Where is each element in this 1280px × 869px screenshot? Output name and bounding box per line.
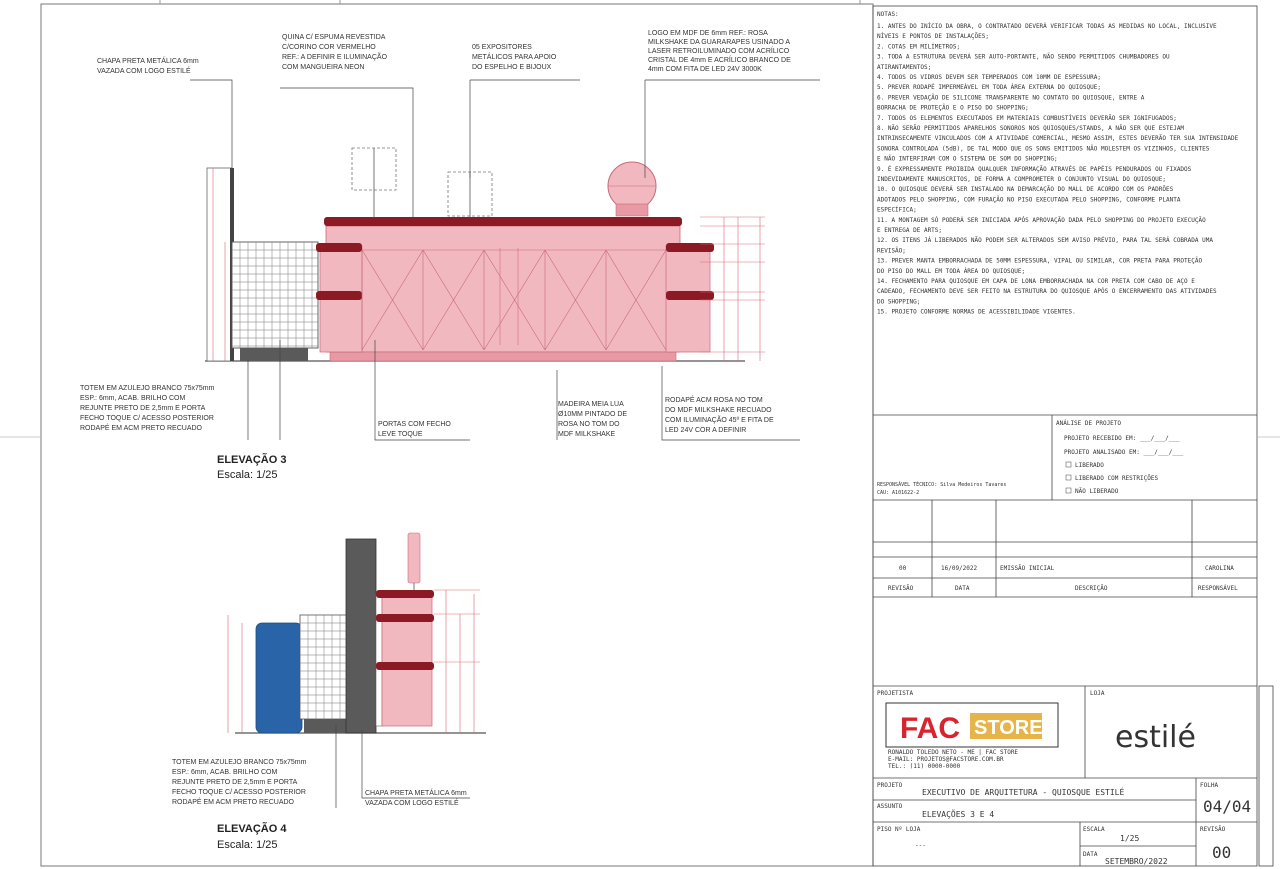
note-line: 5. PREVER RODAPÉ IMPERMEÁVEL EM TODA ÁREA EXTERNA DO QUIOSQUE; xyxy=(877,84,1101,92)
svg-text:TOTEM EM AZULEJO BRANCO 75x75m xyxy=(80,385,215,432)
callout-portas-l2: LEVE TOQUE xyxy=(378,431,423,438)
note-line: 12. OS ITENS JÁ LIBERADOS NÃO PODEM SER ALTERADOS SEM AVISO PRÉVIO, PARA TAL SERÁ COBRADA UMA xyxy=(877,237,1213,245)
callout-totem-4-l4: FECHO TOQUE C/ ACESSO POSTERIOR xyxy=(172,789,306,796)
analysis-opt-3: NÃO LIBERADO xyxy=(1075,488,1119,495)
callout-expositores-l2: METÁLICOS PARA APOIO xyxy=(472,54,557,61)
svg-text:TOTEM EM AZULEJO BRANCO 75x75m xyxy=(172,759,307,806)
svg-text:QUINA C/ ESPUMA REVESTIDAC/COR xyxy=(282,34,388,71)
callout-logo-l1: LOGO EM MDF DE 6mm REF.: ROSA xyxy=(648,30,768,37)
piso-value: --- xyxy=(915,842,926,849)
callout-rodape-l3: COM ILUMINAÇÃO 45º E FITA DE xyxy=(665,417,774,424)
callout-totem-3-l2: ESP.: 6mm, ACAB. BRILHO COM xyxy=(80,395,186,402)
fac-info-1: RONALDO TOLEDO NETO - ME | FAC STORE xyxy=(888,749,1019,756)
projeto-label: PROJETO xyxy=(877,782,903,789)
note-line: DO PISO DO MALL EM TODA ÁREA DO QUIOSQUE; xyxy=(877,267,1026,275)
store-logo-text: STORE xyxy=(974,717,1043,739)
callout-totem-4-l1: TOTEM EM AZULEJO BRANCO 75x75mm xyxy=(172,759,307,766)
callout-totem-3-l3: REJUNTE PRETO DE 2,5mm E PORTA xyxy=(80,405,206,412)
revision-rev: 00 xyxy=(899,565,907,572)
fac-logo-text: FAC xyxy=(900,712,960,745)
svg-text:LOGO EM MDF DE 6mm REF.: ROSAM xyxy=(648,30,791,73)
callout-rodape-l1: RODAPÉ ACM ROSA NO TOM xyxy=(665,397,763,404)
escala-label: ESCALA xyxy=(1083,826,1105,833)
callout-logo-l2: MILKSHAKE DA GUARARAPES USINADO A xyxy=(648,39,790,46)
callout-quina-l4: COM MANGUEIRA NEON xyxy=(282,64,365,71)
callout-totem-4-l5: RODAPÉ EM ACM PRETO RECUADO xyxy=(172,799,295,806)
analysis-analyzed: PROJETO ANALISADO EM: ___/___/___ xyxy=(1064,449,1184,456)
note-line: 7. TODOS OS ELEMENTOS EXECUTADOS EM MATERIAIS COMBUSTÍVEIS DEVERÃO SER IGNIFUGADOS; xyxy=(877,114,1177,122)
note-line: CADEADO, FECHAMENTO DEVE SER FEITO NA ESTRUTURA DO QUIOSQUE APÓS O ENCERRAMENTO DAS ATIVIDADES xyxy=(877,288,1217,296)
fac-info-2: E-MAIL: PROJETOS@FACSTORE.COM.BR xyxy=(888,756,1004,763)
revision-table xyxy=(888,565,1238,592)
revision-header-date: DATA xyxy=(955,585,970,592)
note-line: 10. O QUIOSQUE DEVERÁ SER INSTALADO NA DEMARCAÇÃO DO MALL DE ACORDO COM OS PADRÕES xyxy=(877,186,1174,194)
note-line: ADOTADOS PELO SHOPPING, COM FURAÇÃO NO PISO EXECUTADA PELO SHOPPING, CONFORME PLANTA xyxy=(877,196,1181,204)
callout-rodape-l2: DO MDF MILKSHAKE RECUADO xyxy=(665,407,772,414)
revisao-label: REVISÃO xyxy=(1200,826,1226,833)
revision-header-resp: RESPONSÁVEL xyxy=(1198,585,1238,592)
callout-chapa-4-l1: CHAPA PRETA METÁLICA 6mm xyxy=(365,790,467,797)
loja-label: LOJA xyxy=(1090,690,1105,697)
callout-totem-3-l1: TOTEM EM AZULEJO BRANCO 75x75mm xyxy=(80,385,215,392)
note-line: 14. FECHAMENTO PARA QUIOSQUE EM CAPA DE LONA EMBORRACHADA NA COR PRETA COM CABO DE AÇO E xyxy=(877,278,1195,285)
callout-logo-l4: CRISTAL DE 4mm E ACRÍLICO BRANCO DE xyxy=(648,57,791,64)
escala-value: 1/25 xyxy=(1120,834,1140,843)
callout-expositores-l3: DO ESPELHO E BIJOUX xyxy=(472,64,552,71)
revision-date: 16/09/2022 xyxy=(941,565,978,572)
elevation-3-scale: Escala: 1/25 xyxy=(217,469,278,481)
note-line: ESPECÍFICA; xyxy=(877,206,917,214)
note-line: 4. TODOS OS VIDROS DEVEM SER TEMPERADOS COM 10MM DE ESPESSURA; xyxy=(877,74,1101,81)
notes-block xyxy=(877,11,1239,316)
note-line: E NÃO INTERFIRAM COM O SISTEMA DE SOM DO SHOPPING; xyxy=(877,155,1058,163)
data-value: SETEMBRO/2022 xyxy=(1105,857,1168,866)
resp-cau: CAU: A101622-2 xyxy=(877,490,920,496)
svg-text:PORTAS COM FECHOLEVE TOQUE xyxy=(378,421,451,438)
revision-header-rev: REVISÃO xyxy=(888,585,914,592)
note-line: 8. NÃO SERÃO PERMITIDOS APARELHOS SONOROS NOS QUIOSQUES/STANDS, A NÃO SER QUE ESTEJAM xyxy=(877,125,1185,132)
svg-text:MADEIRA MEIA LUAØ10MM PINTADO xyxy=(558,401,627,438)
svg-text:CHAPA PRETA METÁLICA 6mmVAZADA xyxy=(365,788,467,807)
folha-value: 04/04 xyxy=(1203,797,1252,816)
revision-header-desc: DESCRIÇÃO xyxy=(1075,585,1108,592)
piso-label: PISO Nº LOJA xyxy=(877,826,921,833)
note-line: SONORA CONTROLADA (5dB), DE TAL MODO QUE OS SONS EMITIDOS NÃO MOLESTEM OS VIZINHOS, CLIENTES xyxy=(877,145,1210,153)
note-line: INTRINSECAMENTE VINCULADOS COM A ATIVIDADE COMERCIAL, MESMO ASSIM, ESTES DEVERÃO TER SUA INTENSIDADE xyxy=(877,135,1239,143)
assunto-label: ASSUNTO xyxy=(877,803,903,810)
analysis-received: PROJETO RECEBIDO EM: ___/___/___ xyxy=(1064,435,1180,442)
callout-chapa-3-l1: CHAPA PRETA METÁLICA 6mm xyxy=(97,58,199,65)
fac-info-3: TEL.: (11) 0000-0000 xyxy=(888,763,961,770)
callout-totem-4-l2: ESP.: 6mm, ACAB. BRILHO COM xyxy=(172,769,278,776)
note-line: E ENTREGA DE ARTS; xyxy=(877,227,943,234)
callout-totem-4-l3: REJUNTE PRETO DE 2,5mm E PORTA xyxy=(172,779,298,786)
analysis-header: ANÁLISE DE PROJETO xyxy=(1056,420,1122,427)
callout-madeira-l1: MADEIRA MEIA LUA xyxy=(558,401,624,408)
callout-chapa-4-l2: VAZADA COM LOGO ESTILÉ xyxy=(365,800,459,807)
note-line: INDEVIDAMENTE MANUSCRITOS, DE FORMA A COMPROMETER O CONJUNTO VISUAL DO QUIOSQUE; xyxy=(877,176,1166,183)
callout-madeira-l4: MDF MILKSHAKE xyxy=(558,431,616,438)
note-line: 9. É EXPRESSAMENTE PROIBIDA QUALQUER INFORMAÇÃO ATRAVÉS DE PAPÉIS PENDURADOS OU FIXADOS xyxy=(877,165,1192,173)
note-line: 3. TODA A ESTRUTURA DEVERÁ SER AUTO-PORTANTE, NÃO SENDO PERMITIDOS CHUMBADORES OU xyxy=(877,53,1170,61)
revisao-value: 00 xyxy=(1212,843,1232,862)
resp-tecnico: RESPONSÁVEL TÉCNICO: Silva Medeiros Tavares xyxy=(877,482,1007,488)
analysis-box xyxy=(877,420,1184,496)
svg-text:05 EXPOSITORESMETÁLICOS PARA A xyxy=(472,44,557,71)
callout-totem-3-l5: RODAPÉ EM ACM PRETO RECUADO xyxy=(80,425,203,432)
projetista-label: PROJETISTA xyxy=(877,690,914,697)
assunto-value: ELEVAÇÕES 3 E 4 xyxy=(922,810,995,819)
note-line: 15. PROJETO CONFORME NORMAS DE ACESSIBILIDADE VIGENTES. xyxy=(877,308,1076,316)
fac-store-logo xyxy=(886,703,1058,770)
folha-label: FOLHA xyxy=(1200,782,1219,789)
note-line: 2. COTAS EM MILÍMETROS; xyxy=(877,43,961,51)
note-line: 11. A MONTAGEM SÓ PODERÁ SER INICIADA APÓS APROVAÇÃO DADA PELO SHOPPING DO PROJETO EXECUÇÃO xyxy=(877,216,1206,224)
callout-totem-3-l4: FECHO TOQUE C/ ACESSO POSTERIOR xyxy=(80,415,214,422)
elevation-4-scale: Escala: 1/25 xyxy=(217,839,278,851)
elevation-4-title: ELEVAÇÃO 4 xyxy=(217,823,287,835)
callout-chapa-3-l2: VAZADA COM LOGO ESTILÉ xyxy=(97,68,191,75)
analysis-opt-2: LIBERADO COM RESTRIÇÕES xyxy=(1075,475,1159,482)
callout-madeira-l2: Ø10MM PINTADO DE xyxy=(558,411,628,418)
revision-desc: EMISSÃO INICIAL xyxy=(1000,565,1055,572)
note-line: ATIRANTAMENTOS; xyxy=(877,63,932,71)
callout-logo-l5: 4mm COM FITA DE LED 24V 3000K xyxy=(648,66,762,73)
note-line: DO SHOPPING; xyxy=(877,298,921,306)
estile-logo: estilé xyxy=(1115,720,1196,755)
checkbox-nao-liberado[interactable] xyxy=(1066,488,1071,493)
note-line: NÍVEIS E PONTOS DE INSTALAÇÕES; xyxy=(877,33,989,41)
data-label: DATA xyxy=(1083,851,1098,858)
note-line: REVISÃO; xyxy=(877,247,906,255)
note-line: 6. PREVER VEDAÇÃO DE SILICONE TRANSPARENTE NO CONTATO DO QUIOSQUE, ENTRE A xyxy=(877,94,1145,102)
note-line: 1. ANTES DO INÍCIO DA OBRA, O CONTRATADO DEVERÁ VERIFICAR TODAS AS MEDIDAS NO LOCAL, INCLUSIVE xyxy=(877,23,1217,30)
note-line: BORRACHA DE PROTEÇÃO E O PISO DO SHOPPING; xyxy=(877,104,1029,112)
revision-resp: CAROLINA xyxy=(1205,565,1234,572)
svg-text:CHAPA PRETA METÁLICA 6mmVAZADA xyxy=(97,56,199,75)
elevation-3-title: ELEVAÇÃO 3 xyxy=(217,454,287,466)
callout-quina-l2: C/CORINO COR VERMELHO xyxy=(282,44,376,51)
callout-logo-l3: LASER RETROILUMINADO COM ACRÍLICO xyxy=(648,48,790,55)
callout-portas-l1: PORTAS COM FECHO xyxy=(378,421,451,428)
projeto-value: EXECUTIVO DE ARQUITETURA - QUIOSQUE ESTILÉ xyxy=(922,788,1125,797)
analysis-opt-1: LIBERADO xyxy=(1075,462,1104,469)
note-line: 13. PREVER MANTA EMBORRACHADA DE 50MM ESPESSURA, VIPAL OU SIMILAR, COR PRETA PARA PROTEÇÃO xyxy=(877,257,1203,265)
callout-expositores-l1: 05 EXPOSITORES xyxy=(472,44,532,51)
callout-madeira-l3: ROSA NO TOM DO xyxy=(558,421,620,428)
callout-quina-l1: QUINA C/ ESPUMA REVESTIDA xyxy=(282,34,386,41)
notes-header: NOTAS: xyxy=(877,11,899,18)
checkbox-liberado[interactable] xyxy=(1066,462,1071,467)
svg-text:RODAPÉ ACM ROSA NO TOMDO MDF M xyxy=(665,395,774,434)
checkbox-liberado-restricoes[interactable] xyxy=(1066,475,1071,480)
callout-rodape-l4: LED 24V COR A DEFINIR xyxy=(665,427,747,434)
callout-quina-l3: REF.: A DEFINIR E ILUMINAÇÃO xyxy=(282,54,388,61)
